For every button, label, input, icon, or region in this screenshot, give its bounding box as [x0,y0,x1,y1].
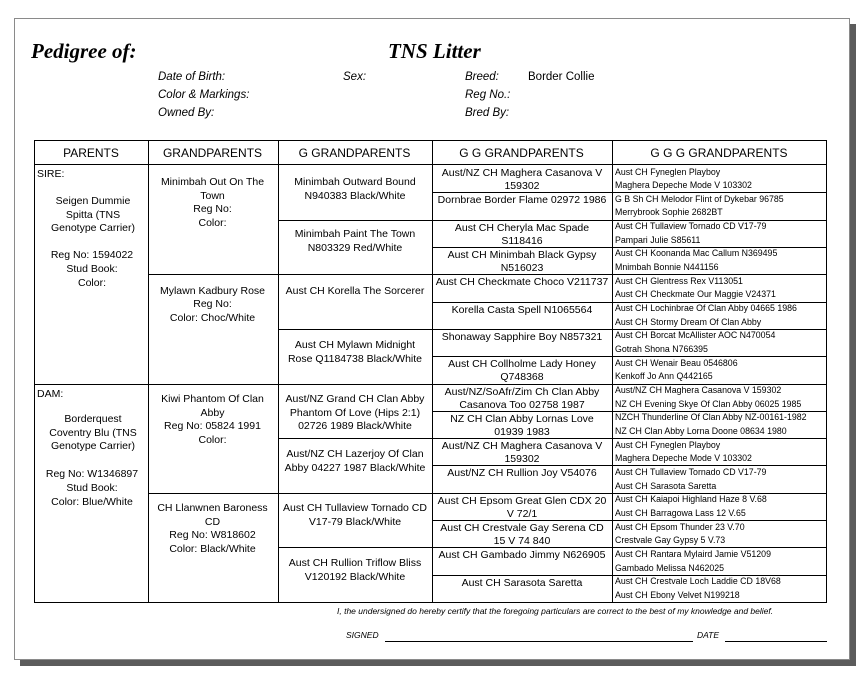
breed-label: Breed: [465,71,499,83]
row-divider [278,438,826,439]
column-divider [278,141,279,602]
gg-grandparent-1: Aust/NZ CH Maghera Casanova V 159302 [441,167,603,192]
grandparent-3-name: Kiwi Phantom Of Clan Abby [161,393,264,419]
ggg-grandparent-31: Aust CH Crestvale Loch Laddie CD 18V68 [615,576,781,586]
dob-label: Date of Birth: [158,71,226,83]
grandparent-1-color: Color: [198,217,227,229]
col-header-g-grandparents: G GRANDPARENTS [298,146,411,160]
ggg-grandparent-12: Aust CH Stormy Dream Of Clan Abby [615,317,762,327]
row-divider [432,192,826,193]
ggg-grandparent-26: Aust CH Barragowa Lass 12 V.65 [615,508,746,518]
ggg-grandparent-23: Aust CH Tullaview Tornado CD V17-79 [615,467,767,477]
ggg-grandparent-16: Kenkoff Jo Ann Q442165 [615,371,713,381]
ggg-grandparent-13: Aust CH Borcat McAllister AOC N470054 [615,330,776,340]
ggg-grandparent-22: Maghera Depeche Mode V 103302 [615,453,752,463]
row-divider [432,356,826,357]
gg-grandparent-11: Aust/NZ CH Maghera Casanova V 159302 [441,440,603,465]
row-divider [148,274,826,275]
ggg-grandparent-30: Gambado Melissa N462025 [615,563,725,573]
signature-line[interactable] [385,641,693,642]
ggg-grandparent-10: Aust CH Checkmate Our Maggie V24371 [615,289,776,299]
row-divider [278,547,826,548]
grandparent-1-name: Minimbah Out On The Town [160,176,265,202]
ggg-grandparent-7: Aust CH Koonanda Mac Callum N369495 [615,248,778,258]
dam-color: Color: Blue/White [51,496,133,508]
grandparent-4-name: CH Llanwnen Baroness CD [157,502,268,528]
gg-grandparent-10: NZ CH Clan Abby Lornas Love 01939 1983 [450,413,594,438]
row-divider [432,247,826,248]
gg-grandparent-14: Aust CH Crestvale Gay Serena CD 15 V 74 840 [440,522,604,547]
certification-text: I, the undersigned do hereby certify that the foregoing particulars are correct to the best of my knowledge and belief. [337,606,774,616]
row-divider [432,411,826,412]
sire-stud-book: Stud Book: [66,263,118,275]
signed-label: SIGNED [346,630,379,640]
grandparent-4-reg: Reg No: W818602 [169,529,256,541]
pedigree-certificate [14,18,850,660]
column-divider [148,141,149,602]
bred-by-label: Bred By: [465,107,510,119]
gg-grandparent-15: Aust CH Gambado Jimmy N626905 [438,549,606,561]
ggg-grandparent-24: Aust CH Sarasota Saretta [615,481,717,491]
ggg-grandparent-1: Aust CH Fyneglen Playboy [615,167,721,177]
row-divider [278,220,826,221]
ggg-grandparent-3: G B Sh CH Melodor Flint of Dykebar 96785 [615,194,784,204]
col-header-parents: PARENTS [63,146,119,160]
owned-by-label: Owned By: [158,107,215,119]
sire-name: Seigen Dummie Spitta (TNS Genotype Carrier) [50,195,136,234]
ggg-grandparent-14: Gotrah Shona N766395 [615,344,708,354]
row-divider [432,465,826,466]
gg-grandparent-2: Dornbrae Border Flame 02972 1986 [437,194,607,206]
row-divider [432,575,826,576]
pedigree-table [34,140,827,603]
ggg-grandparent-29: Aust CH Rantara Mylaird Jamie V51209 [615,549,771,559]
g-grandparent-7: Aust CH Tullaview Tornado CD V17-79 Black/White [283,502,427,528]
gg-grandparent-6: Korella Casta Spell N1065564 [451,304,593,316]
gg-grandparent-13: Aust CH Epsom Great Glen CDX 20 V 72/1 [437,495,607,520]
gg-grandparent-12: Aust/NZ CH Rullion Joy V54076 [447,467,597,479]
g-grandparent-8: Aust CH Rullion Triflow Bliss V120192 Black/White [288,557,422,583]
gg-grandparent-8: Aust CH Collholme Lady Honey Q748368 [448,358,596,383]
date-label: DATE [697,630,720,640]
gg-grandparent-9: Aust/NZ/SoAfr/Zim Ch Clan Abby Casanova Too 02758 1987 [444,386,600,411]
ggg-grandparent-28: Crestvale Gay Gypsy 5 V.73 [615,535,726,545]
column-divider [432,141,433,602]
dam-label: DAM: [37,388,64,400]
grandparent-1-reg: Reg No: [193,203,232,215]
g-grandparent-5: Aust/NZ Grand CH Clan Abby Phantom Of Love (Hips 2:1) 02726 1989 Black/White [285,393,425,432]
column-divider [612,141,613,602]
pedigree-title-label: Pedigree of: [31,39,137,63]
litter-name: TNS Litter [388,39,481,63]
ggg-grandparent-11: Aust CH Lochinbrae Of Clan Abby 04665 1986 [615,303,797,313]
grandparent-2-reg: Reg No: [193,298,232,310]
gg-grandparent-7: Shonaway Sapphire Boy N857321 [441,331,603,343]
sire-color: Color: [77,277,106,289]
grandparent-2-color: Color: Choc/White [169,312,256,324]
col-header-grandparents: GRANDPARENTS [162,146,263,160]
col-header-gg-grandparents: G G GRANDPARENTS [459,146,584,160]
ggg-grandparent-17: Aust/NZ CH Maghera Casanova V 159302 [615,385,782,395]
grandparent-3-reg: Reg No: 05824 1991 [164,420,261,432]
ggg-grandparent-19: NZCH Thunderline Of Clan Abby NZ-00161-1982 [615,412,807,422]
g-grandparent-1: Minimbah Outward Bound N940383 Black/White [294,176,416,202]
row-divider [148,493,826,494]
header-row-divider [35,164,826,165]
ggg-grandparent-25: Aust CH Kaiapoi Highland Haze 8 V.68 [615,494,767,504]
ggg-grandparent-21: Aust CH Fyneglen Playboy [615,440,721,450]
row-divider [278,329,826,330]
row-divider [35,384,826,385]
dam-name: Borderquest Coventry Blu (TNS Genotype Carrier) [49,413,137,452]
grandparent-2-name: Mylawn Kadbury Rose [159,285,266,297]
ggg-grandparent-32: Aust CH Ebony Velvet N199218 [615,590,740,600]
ggg-grandparent-9: Aust CH Glentress Rex V113051 [615,276,743,286]
gg-grandparent-5: Aust CH Checkmate Choco V211737 [435,276,609,288]
sire-reg-no: Reg No: 1594022 [50,249,134,261]
ggg-grandparent-6: Pampari Julie S85611 [615,235,701,245]
sire-label: SIRE: [37,168,65,180]
g-grandparent-3: Aust CH Korella The Sorcerer [285,285,425,297]
ggg-grandparent-2: Maghera Depeche Mode V 103302 [615,180,752,190]
ggg-grandparent-20: NZ CH Clan Abby Lorna Doone 08634 1980 [615,426,787,436]
dam-stud-book: Stud Book: [66,482,118,494]
reg-no-label: Reg No.: [465,89,511,101]
gg-grandparent-4: Aust CH Minimbah Black Gypsy N516023 [447,249,597,274]
col-header-ggg-grandparents: G G G GRANDPARENTS [650,146,788,160]
ggg-grandparent-27: Aust CH Epsom Thunder 23 V.70 [615,522,745,532]
ggg-grandparent-4: Merrybrook Sophie 2682BT [615,207,723,217]
grandparent-4-color: Color: Black/White [169,543,256,555]
g-grandparent-4: Aust CH Mylawn Midnight Rose Q1184738 Black/White [287,339,423,365]
sex-label: Sex: [343,71,367,83]
gg-grandparent-16: Aust CH Sarasota Saretta [461,577,583,589]
ggg-grandparent-5: Aust CH Tullaview Tornado CD V17-79 [615,221,767,231]
color-markings-label: Color & Markings: [158,89,250,101]
row-divider [432,302,826,303]
ggg-grandparent-8: Mnimbah Bonnie N441156 [615,262,719,272]
ggg-grandparent-15: Aust CH Wenair Beau 0546806 [615,358,738,368]
gg-grandparent-3: Aust CH Cheryla Mac Spade S118416 [454,222,590,247]
g-grandparent-6: Aust/NZ CH Lazerjoy Of Clan Abby 04227 1987 Black/White [284,448,426,474]
dam-reg-no: Reg No: W1346897 [45,468,139,480]
grandparent-3-color: Color: [198,434,227,446]
row-divider [432,520,826,521]
ggg-grandparent-18: NZ CH Evening Skye Of Clan Abby 06025 1985 [615,399,802,409]
g-grandparent-2: Minimbah Paint The Town N803329 Red/White [294,228,416,254]
breed-value: Border Collie [528,71,595,83]
date-line[interactable] [725,641,827,642]
